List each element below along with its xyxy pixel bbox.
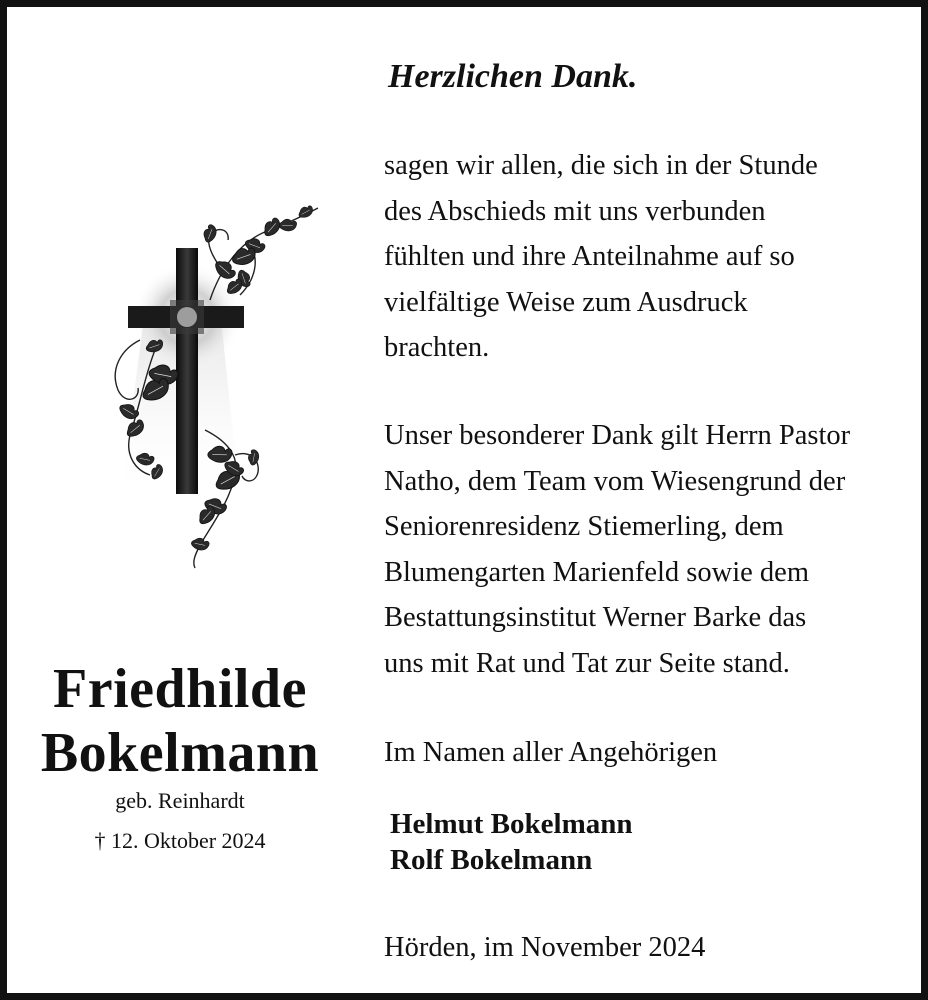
signer-name: Rolf Bokelmann <box>390 844 593 876</box>
text-line: Natho, dem Team vom Wiesengrund der <box>384 465 846 497</box>
text-line: brachten. <box>384 332 490 363</box>
thanks-heading: Herzlichen Dank. <box>388 58 638 95</box>
text-line: Blumengarten Marienfeld sowie dem <box>384 556 809 588</box>
thanks-paragraph-2 <box>384 413 920 686</box>
closing-line: Im Namen aller Angehörigen <box>384 737 718 768</box>
text-line: des Abschieds mit uns verbunden <box>384 195 766 227</box>
thanks-paragraph-1 <box>384 143 920 371</box>
text-line: Seniorenresidenz Stiemerling, dem <box>384 511 784 542</box>
text-line: Unser besonderer Dank gilt Herrn Pastor <box>384 420 851 451</box>
place-and-date: Hörden, im November 2024 <box>384 932 706 963</box>
text-line: sagen wir allen, die sich in der Stunde <box>384 150 818 181</box>
text-line: uns mit Rat und Tat zur Seite stand. <box>384 647 790 679</box>
birth-name: geb. Reinhardt <box>115 788 245 813</box>
signers <box>390 806 633 878</box>
cross-with-ivy-icon <box>100 200 330 570</box>
deceased-first-name: Friedhilde <box>53 658 307 720</box>
deceased-last-name: Bokelmann <box>40 722 320 784</box>
text-line: Bestattungsinstitut Werner Barke das <box>384 602 807 633</box>
death-date: † 12. Oktober 2024 <box>94 828 266 853</box>
text-line: vielfältige Weise zum Ausdruck <box>384 286 748 318</box>
signer-name: Helmut Bokelmann <box>390 808 633 840</box>
text-line: fühlten und ihre Anteilnahme auf so <box>384 241 795 272</box>
